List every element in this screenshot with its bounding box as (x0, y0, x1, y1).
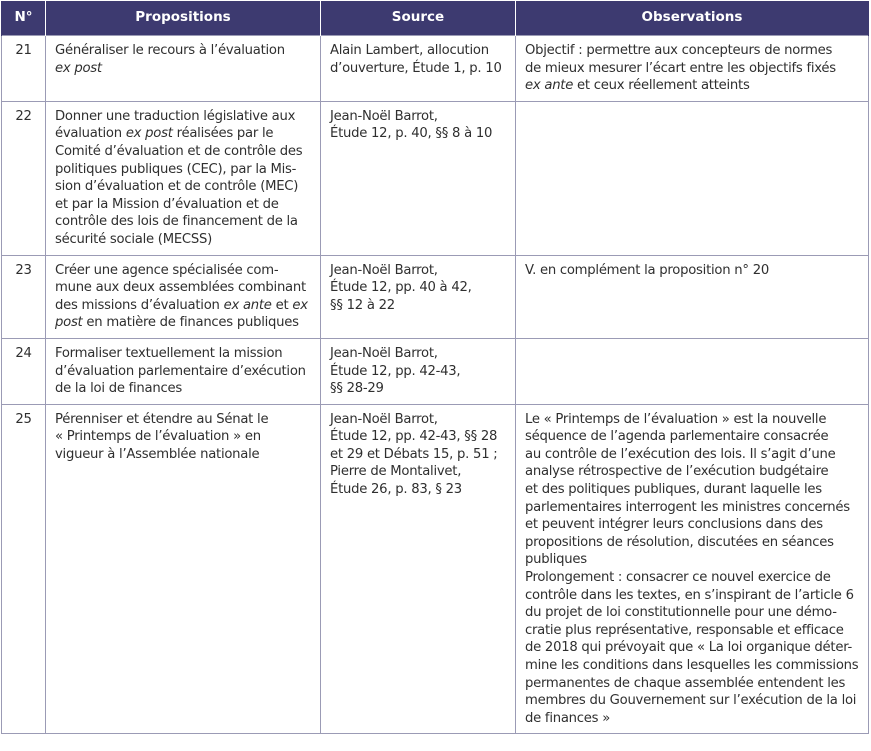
header-observations: Observations (516, 1, 869, 36)
table-row (2, 101, 869, 255)
row-number: 25 (2, 404, 46, 734)
proposition-cell: Pérenniser et étendre au Sénat le « Printemps de l’évaluation » en vigueur à l’Assemblée nationale (46, 404, 321, 734)
proposition-cell: Créer une agence spécialisée com- mune aux deux assemblées combinant des missions d’évaluation ex ante et ex post en matière de finances publiques (46, 255, 321, 338)
observations-cell (516, 101, 869, 255)
table-header-row (2, 1, 869, 36)
table-row (2, 404, 869, 734)
source-cell: Jean-Noël Barrot, Étude 12, pp. 42-43, §§ 28 et 29 et Débats 15, p. 51 ; Pierre de Montalivet, Étude 26, p. 83, § 23 (321, 404, 516, 734)
table-row (2, 36, 869, 102)
propositions-table (1, 1, 869, 734)
proposition-cell: Donner une traduction législative aux évaluation ex post réalisées par le Comité d’évaluation et de contrôle des politiques publiques (CEC), par la Mis- sion d’évaluation et de contrôle (MEC) et par la Mission d’évaluation et de contrôle des lois de financement de la sécurité sociale (MECSS) (46, 101, 321, 255)
table-row (2, 338, 869, 404)
source-cell: Jean-Noël Barrot, Étude 12, p. 40, §§ 8 à 10 (321, 101, 516, 255)
header-source: Source (321, 1, 516, 36)
row-number: 22 (2, 101, 46, 255)
row-number: 23 (2, 255, 46, 338)
observations-cell: V. en complément la proposition n° 20 (516, 255, 869, 338)
proposition-cell: Généraliser le recours à l’évaluation ex post (46, 36, 321, 102)
header-propositions: Propositions (46, 1, 321, 36)
observations-cell: Objectif : permettre aux concepteurs de normes de mieux mesurer l’écart entre les objectifs fixés ex ante et ceux réellement atteints (516, 36, 869, 102)
source-cell: Jean-Noël Barrot, Étude 12, pp. 40 à 42, §§ 12 à 22 (321, 255, 516, 338)
row-number: 21 (2, 36, 46, 102)
proposition-cell: Formaliser textuellement la mission d’évaluation parlementaire d’exécution de la loi de finances (46, 338, 321, 404)
observations-cell: Le « Printemps de l’évaluation » est la nouvelle séquence de l’agenda parlementaire consacrée au contrôle de l’exécution des lois. Il s’agit d’une analyse rétrospective de l’exécution budgétaire et des politiques publiques, durant laquelle les parlementaires interrogent les ministres concernés et peuvent intégrer leurs conclusions dans des propositions de résolution, discutées en séances publiques Prolongement : consacrer ce nouvel exercice de contrôle dans les textes, en s’inspirant de l’article 6 du projet de loi constitutionnelle pour une démo- cratie plus représentative, responsable et efficace de 2018 qui prévoyait que « La loi organique déter- mine les conditions dans lesquelles les commissions permanentes de chaque assemblée entendent les membres du Gouvernement sur l’exécution de la loi de finances » (516, 404, 869, 734)
header-number: N° (2, 1, 46, 36)
source-cell: Jean-Noël Barrot, Étude 12, pp. 42-43, §§ 28-29 (321, 338, 516, 404)
source-cell: Alain Lambert, allocution d’ouverture, Étude 1, p. 10 (321, 36, 516, 102)
observations-cell (516, 338, 869, 404)
table-row (2, 255, 869, 338)
row-number: 24 (2, 338, 46, 404)
